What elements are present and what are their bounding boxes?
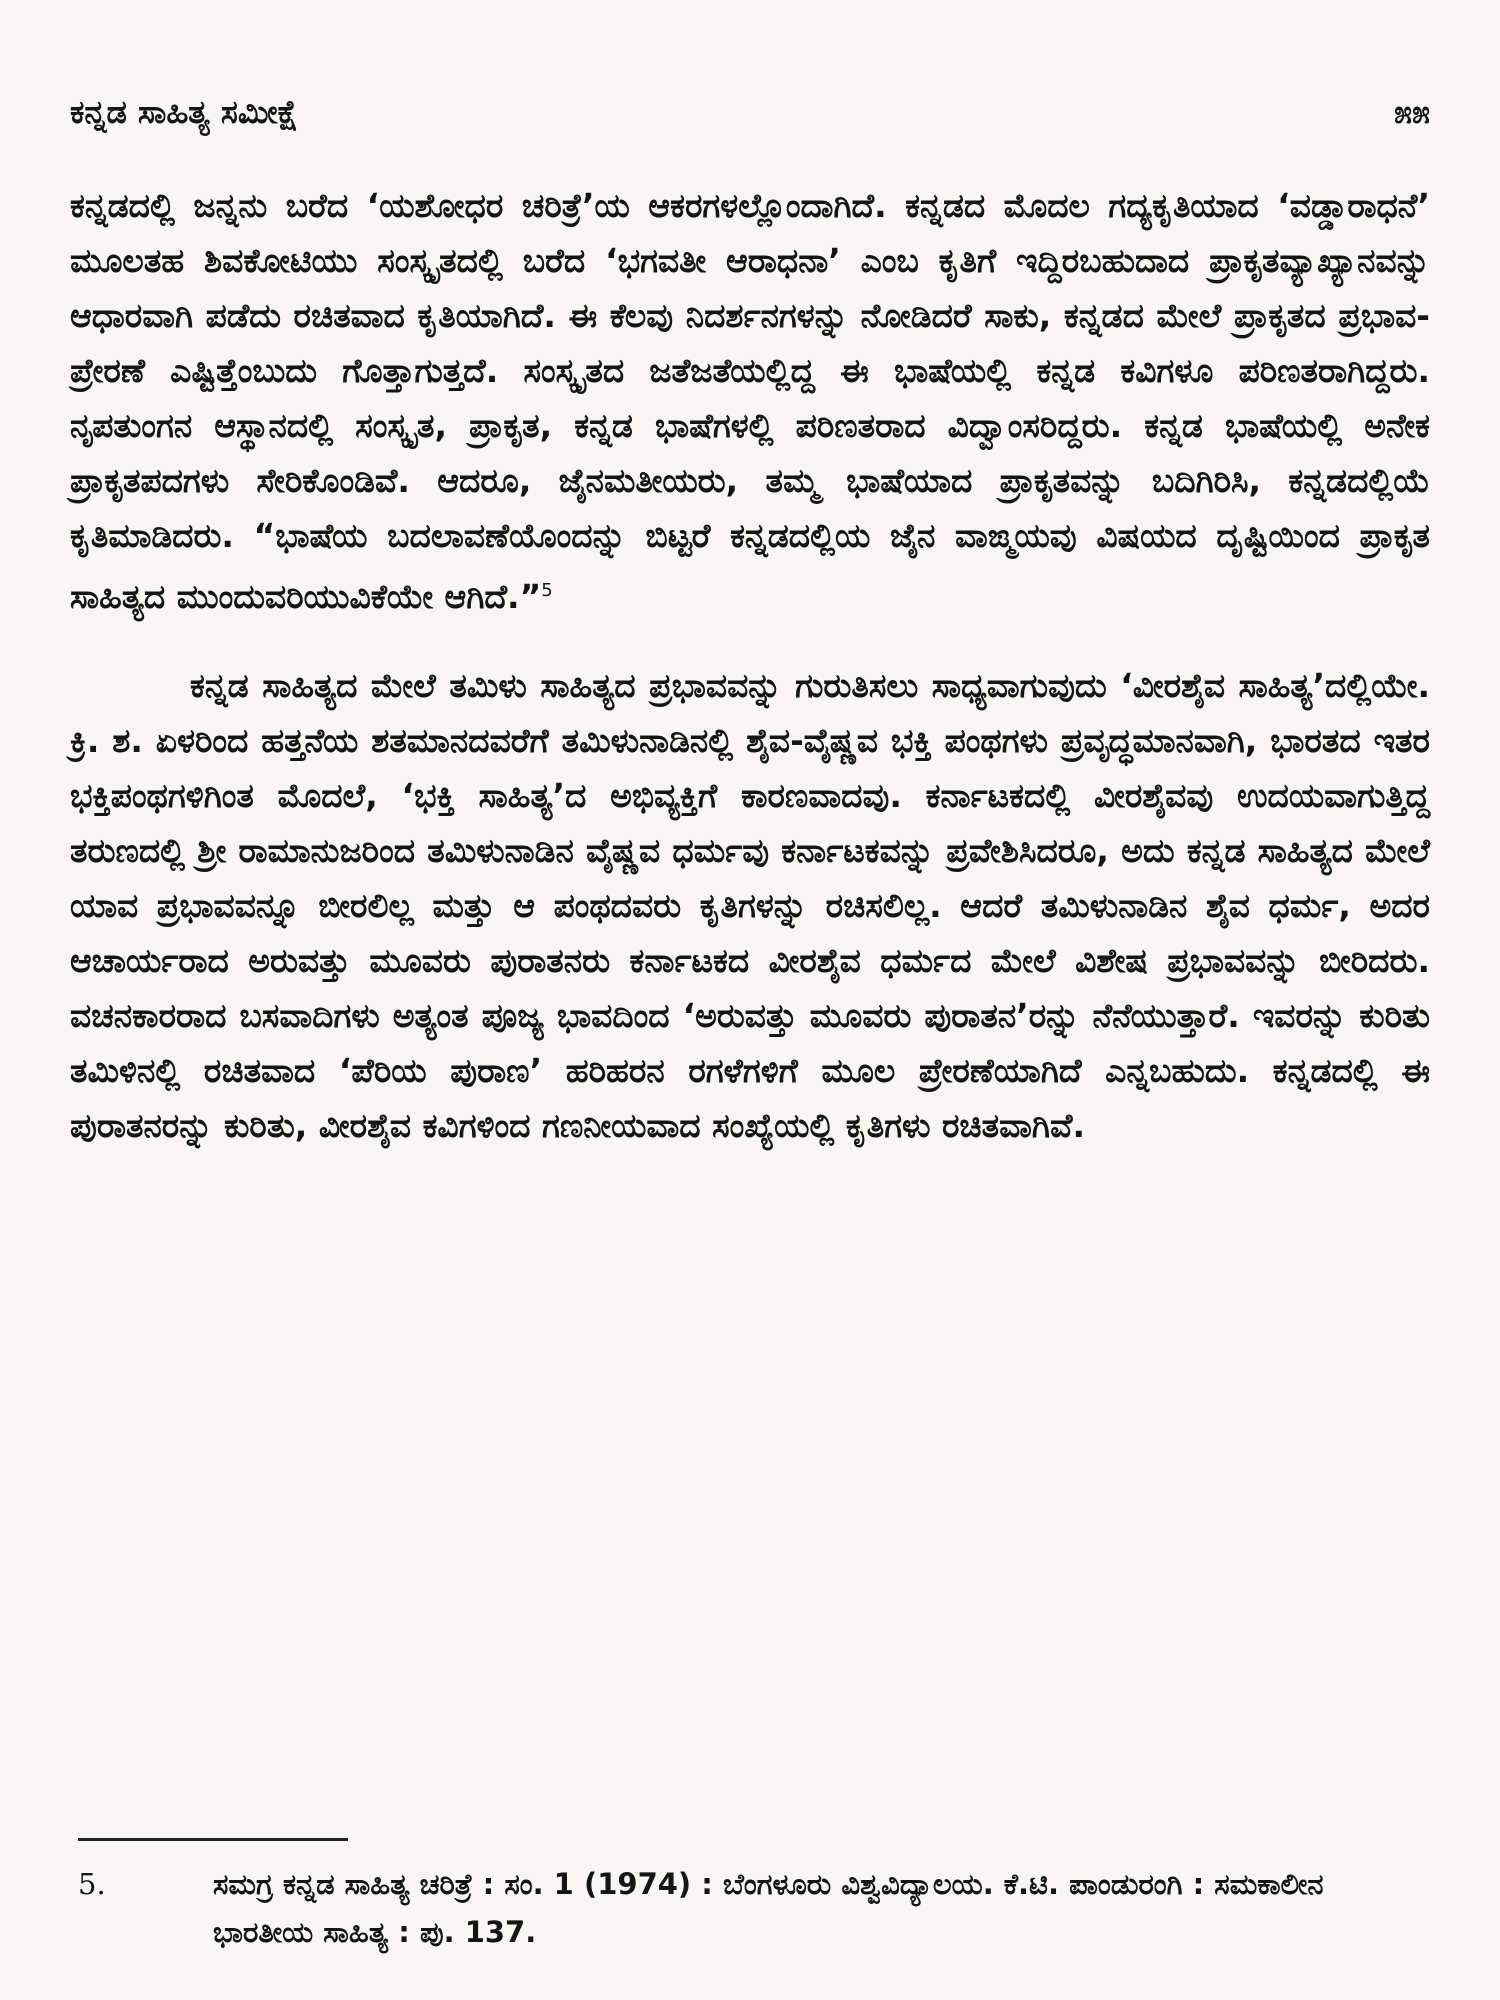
paragraph-2: ಕನ್ನಡ ಸಾಹಿತ್ಯದ ಮೇಲೆ ತಮಿಳು ಸಾಹಿತ್ಯದ ಪ್ರಭಾವವನ್ನು ಗುರುತಿಸಲು ಸಾಧ್ಯವಾಗುವುದು ‘ವೀರಶೈವ ಸಾಹಿತ್ಯ’ದಲ್ಲಿಯೇ. ಕ್ರಿ. ಶ. ಏಳರಿಂದ ಹತ್ತನೆಯ ಶತಮಾನದವರೆಗೆ ತಮಿಳುನಾಡಿನಲ್ಲಿ ಶೈವ-ವೈಷ್ಣವ ಭಕ್ತಿ ಪಂಥಗಳು ಪ್ರವೃದ್ಧಮಾನವಾಗಿ, ಭಾರತದ ಇತರ ಭಕ್ತಿಪಂಥಗಳಿಗಿಂತ ಮೊದಲೆ, ‘ಭಕ್ತಿ ಸಾಹಿತ್ಯ’ದ ಅಭಿವ್ಯಕ್ತಿಗೆ ಕಾರಣವಾದವು. ಕರ್ನಾಟಕದಲ್ಲಿ ವೀರಶೈವವು ಉದಯವಾಗುತ್ತಿದ್ದ ತರುಣದಲ್ಲಿ ಶ್ರೀ ರಾಮಾನುಜರಿಂದ ತಮಿಳುನಾಡಿನ ವೈಷ್ಣವ ಧರ್ಮವು ಕರ್ನಾಟಕವನ್ನು ಪ್ರವೇಶಿಸಿದರೂ, ಅದು ಕನ್ನಡ ಸಾಹಿತ್ಯದ ಮೇಲೆ ಯಾವ ಪ್ರಭಾವವನ್ನೂ ಬೀರಲಿಲ್ಲ ಮತ್ತು ಆ ಪಂಥದವರು ಕೃತಿಗಳನ್ನು ರಚಿಸಲಿಲ್ಲ. ಆದರೆ ತಮಿಳುನಾಡಿನ ಶೈವ ಧರ್ಮ, ಅದರ ಆಚಾರ್ಯರಾದ ಅರುವತ್ತು ಮೂವರು ಪುರಾತನರು ಕರ್ನಾಟಕದ ವೀರಶೈವ ಧರ್ಮದ ಮೇಲೆ ವಿಶೇಷ ಪ್ರಭಾವವನ್ನು ಬೀರಿದರು. ವಚನಕಾರರಾದ ಬಸವಾದಿಗಳು ಅತ್ಯಂತ ಪೂಜ್ಯ ಭಾವದಿಂದ ‘ಅರುವತ್ತು ಮೂವರು ಪುರಾತನ’ರನ್ನು ನೆನೆಯುತ್ತಾರೆ. ಇವರನ್ನು ಕುರಿತು ತಮಿಳಿನಲ್ಲಿ ರಚಿತವಾದ ‘ಪೆರಿಯ ಪುರಾಣ’ ಹರಿಹರನ ರಗಳೆಗಳಿಗೆ ಮೂಲ ಪ್ರೇರಣೆಯಾಗಿದೆ ಎನ್ನಬಹುದು. ಕನ್ನಡದಲ್ಲಿ ಈ ಪುರಾತನರನ್ನು ಕುರಿತು, ವೀರಶೈವ ಕವಿಗಳಿಂದ ಗಣನೀಯವಾದ ಸಂಖ್ಯೆಯಲ್ಲಿ ಕೃತಿಗಳು ರಚಿತವಾಗಿವೆ. [70,666,1430,1145]
footnote-marker: 5 [541,580,553,601]
main-text [70,178,1430,1153]
paragraph-1-text: ಕನ್ನಡದಲ್ಲಿ ಜನ್ನನು ಬರೆದ ‘ಯಶೋಧರ ಚರಿತ್ರೆ’ಯ ಆಕರಗಳಲ್ಲೊಂದಾಗಿದೆ. ಕನ್ನಡದ ಮೊದಲ ಗದ್ಯಕೃತಿಯಾದ ‘ವಡ್ಡಾರಾಧನೆ’ ಮೂಲತಹ ಶಿವಕೋಟಿಯು ಸಂಸ್ಕೃತದಲ್ಲಿ ಬರೆದ ‘ಭಗವತೀ ಆರಾಧನಾ’ ಎಂಬ ಕೃತಿಗೆ ಇದ್ದಿರಬಹುದಾದ ಪ್ರಾಕೃತವ್ಯಾಖ್ಯಾನವನ್ನು ಆಧಾರವಾಗಿ ಪಡೆದು ರಚಿತವಾದ ಕೃತಿಯಾಗಿದೆ. ಈ ಕೆಲವು ನಿದರ್ಶನಗಳನ್ನು ನೋಡಿದರೆ ಸಾಕು, ಕನ್ನಡದ ಮೇಲೆ ಪ್ರಾಕೃತದ ಪ್ರಭಾವ-ಪ್ರೇರಣೆ ಎಷ್ಟಿತ್ತೆಂಬುದು ಗೊತ್ತಾಗುತ್ತದೆ. ಸಂಸ್ಕೃತದ ಜತೆಜತೆಯಲ್ಲಿದ್ದ ಈ ಭಾಷೆಯಲ್ಲಿ ಕನ್ನಡ ಕವಿಗಳೂ ಪರಿಣತರಾಗಿದ್ದರು. ನೃಪತುಂಗನ ಆಸ್ಥಾನದಲ್ಲಿ ಸಂಸ್ಕೃತ, ಪ್ರಾಕೃತ, ಕನ್ನಡ ಭಾಷೆಗಳಲ್ಲಿ ಪರಿಣತರಾದ ವಿದ್ವಾಂಸರಿದ್ದರು. ಕನ್ನಡ ಭಾಷೆಯಲ್ಲಿ ಅನೇಕ ಪ್ರಾಕೃತಪದಗಳು ಸೇರಿಕೊಂಡಿವೆ. ಆದರೂ, ಜೈನಮತೀಯರು, ತಮ್ಮ ಭಾಷೆಯಾದ ಪ್ರಾಕೃತವನ್ನು ಬದಿಗಿರಿಸಿ, ಕನ್ನಡದಲ್ಲಿಯೆ ಕೃತಿಮಾಡಿದರು. “ಭಾಷೆಯ ಬದಲಾವಣೆಯೊಂದನ್ನು ಬಿಟ್ಟರೆ ಕನ್ನಡದಲ್ಲಿಯ ಜೈನ ವಾಙ್ಮಯವು ವಿಷಯದ ದೃಷ್ಟಿಯಿಂದ ಪ್ರಾಕೃತ ಸಾಹಿತ್ಯದ ಮುಂದುವರಿಯುವಿಕೆಯೇ ಆಗಿದೆ.” [70,186,1430,616]
footnote-divider [78,1838,348,1841]
footnote-number: 5. [78,1867,106,1901]
footnote [78,1860,1430,1956]
book-title: ಕನ್ನಡ ಸಾಹಿತ್ಯ ಸಮೀಕ್ಷೆ [70,92,299,131]
page-number: ೫೫ [1394,92,1430,131]
footnote-text: ಸಮಗ್ರ ಕನ್ನಡ ಸಾಹಿತ್ಯ ಚರಿತ್ರೆ : ಸಂ. 1 (1974) : ಬೆಂಗಳೂರು ವಿಶ್ವವಿದ್ಯಾಲಯ. ಕೆ.ಟಿ. ಪಾಂಡುರಂಗಿ : ಸಮಕಾಲೀನ ಭಾರತೀಯ ಸಾಹಿತ್ಯ : ಪು. 137. [213,1867,1324,1949]
paragraph-1 [70,178,1430,624]
running-header [70,82,1430,142]
